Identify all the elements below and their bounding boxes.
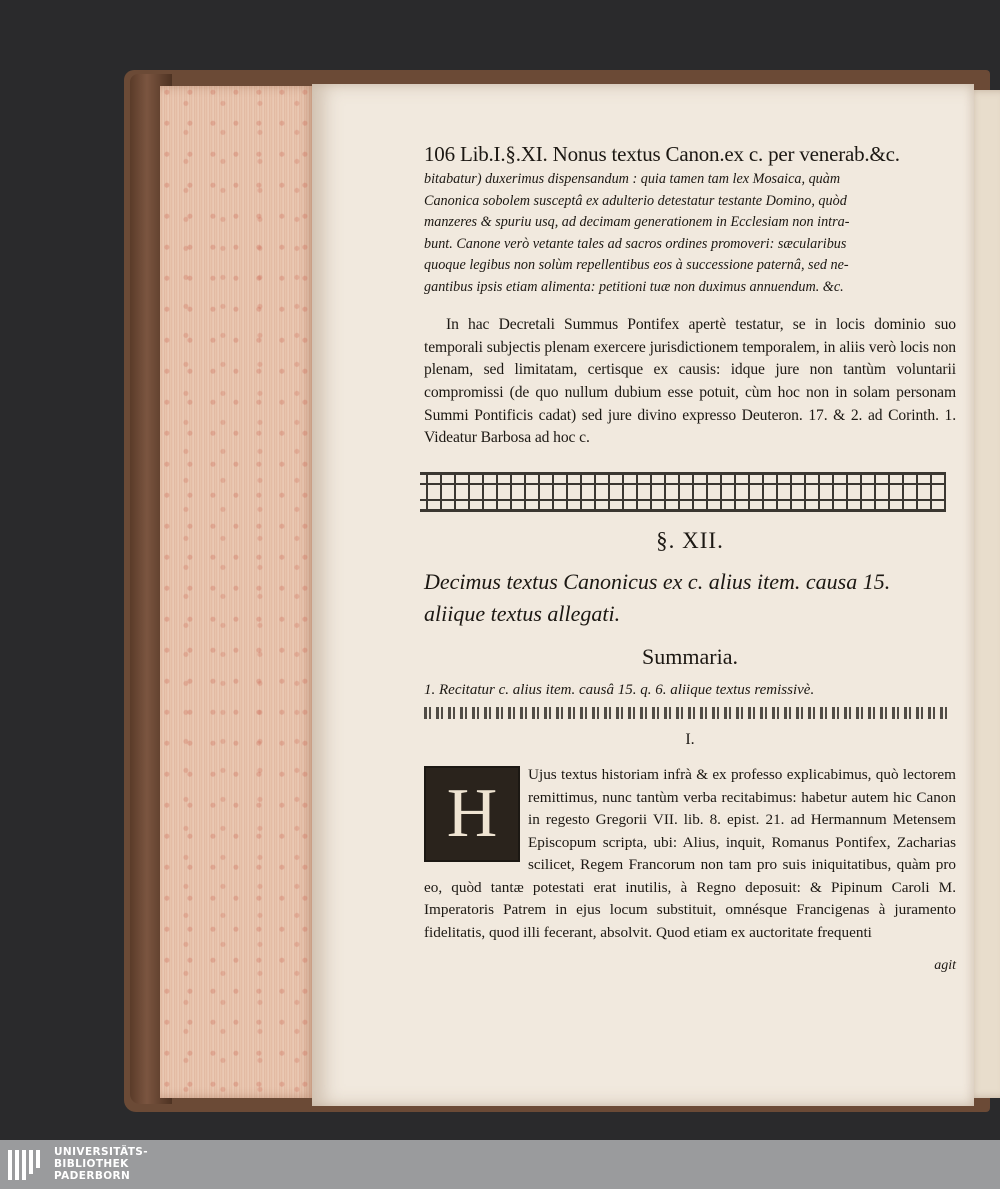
library-logo-text: [54, 1146, 148, 1182]
decorated-initial: H: [424, 766, 520, 862]
catchword: agit: [934, 957, 956, 973]
section-number: §. XII.: [656, 527, 724, 553]
logo-line: UNIVERSITÄTS-: [54, 1146, 149, 1158]
italic-line: bitabatur) duxerimus dispensandum : quia tamen tam lex Mosaica, quàm: [424, 171, 841, 187]
footer-bar: [0, 1140, 1000, 1189]
italic-line: manzeres & spuriu usq, ad decimam generationem in Ecclesiam non intra-: [424, 214, 850, 231]
book-page: [312, 84, 974, 1106]
italic-line: quoque legibus non solùm repellentibus eos à successione paternâ, sed ne-: [424, 257, 849, 274]
logo-line: PADERBORN: [54, 1170, 131, 1182]
body-paragraph: Ujus textus historiam infrà & ex professo explicabimus, quò lectorem remittimus, nunc tantùm verba recitabimus: habetur autem hic Canon in regesto Gregorii VII. lib. 8. epist. 21. ad Hermannum Metensem Episcopum scripta, ubi: Alius, inquit, Romanus Pontifex, Zacharias scilicet, Regem Francorum non tam pro suis iniquitatibus, quàm pro eo, quòd tantæ potestati erat inutilis, à Regno deposuit: & Pipinum Caroli M. Imperatoris Patrem in ejus locum substituit, omnésque Francigenas à juramento fidelitatis, quod illi fecerant, absolvit. Quod etiam ex auctoritate frequenti: [424, 765, 956, 942]
logo-line: BIBLIOTHEK: [54, 1158, 129, 1170]
body-block: [424, 764, 956, 945]
library-logo-icon: [6, 1146, 46, 1184]
commentary-paragraph: In hac Decretali Summus Pontifex apertè testatur, se in locis dominio suo temporali subjectis plenam exercere jurisdictionem temporalem, in aliis verò locis non plenam, sed limitatam, certisque ex causis: idque jure non tantùm voluntarii compromissi (de quo nullum dubium esse potuit, cùm hoc non in solam personam Summi Pontificis cadat) sed jure divino expresso Deuteron. 17. & 2. ad Corinth. 1. Videatur Barbosa ad hoc c.: [424, 316, 956, 447]
page-edges: [160, 86, 315, 1098]
summaria-title: Summaria.: [642, 643, 738, 669]
summaria-item: 1. Recitatur c. alius item. causâ 15. q. 6. aliique textus remissivè.: [424, 681, 815, 698]
page-content: [424, 142, 956, 974]
italic-line: gantibus ipsis etiam alimenta: petitioni tuæ non duximus annuendum. &c.: [424, 278, 844, 295]
paragraph-number: I.: [685, 730, 695, 748]
section-subtitle: Decimus textus Canonicus ex c. alius item. causa 15. aliique textus allegati.: [424, 568, 891, 626]
ornament-line: [424, 707, 950, 719]
italic-line: Canonica sobolem susceptâ ex adulterio detestatur testante Domino, quòd: [424, 192, 847, 209]
italic-line: bunt. Canone verò vetante tales ad sacros ordines promoveri: sæcularibus: [424, 235, 847, 252]
ornament-band: [420, 472, 946, 512]
running-header: 106 Lib.I.§.XI. Nonus textus Canon.ex c. per venerab.&c.: [424, 142, 900, 166]
